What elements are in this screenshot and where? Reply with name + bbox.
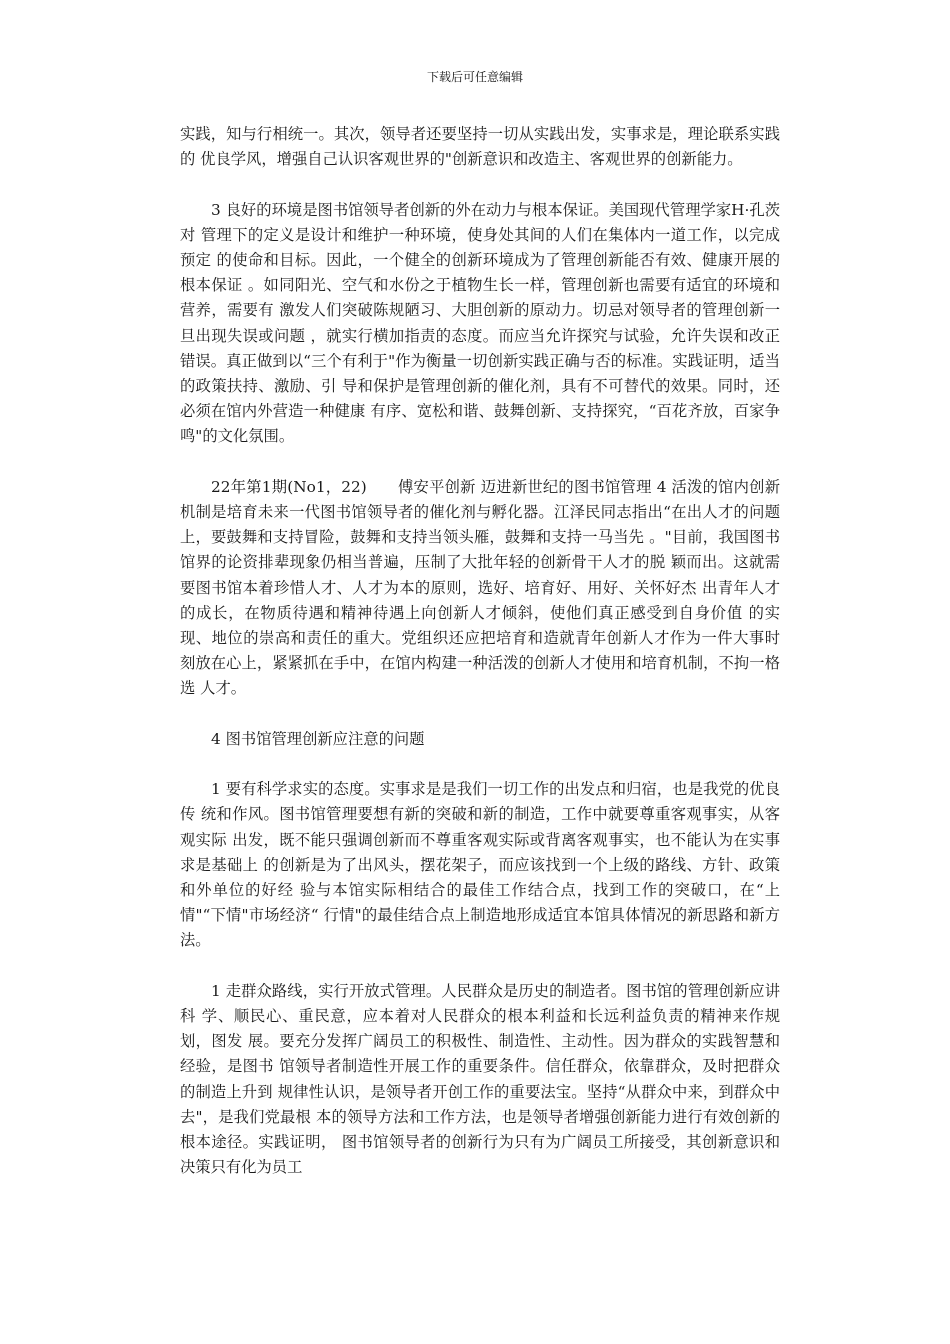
section-heading-issues: 4 图书馆管理创新应注意的问题: [211, 729, 425, 748]
document-body: [180, 122, 780, 1180]
paragraph-practice: 实践，知与行相统一。其次，领导者还要坚持一切从实践出发，实事求是，理论联系实践的 优良学风，增强自己认识客观世界的"创新意识和改造主、客观世界的创新能力。: [180, 125, 780, 169]
paragraph-talent-mechanism: 22年第1期(No1，22) 傅安平创新 迈进新世纪的图书馆管理 4 活泼的馆内创新机制是培育未来一代图书馆领导者的催化剂与孵化器。江泽民同志指出“在出人才的问题上，要鼓舞和支持冒险，鼓舞和支持当领头雁，鼓舞和支持一马当先 。"目前，我国图书馆界的论资排辈现象仍相当普遍，压制了大批年轻的创新骨干人才的脱 颖而出。这就需要图书馆本着珍惜人才、人才为本的原则，选好、培育好、用好、关怀好杰 出青年人才的成长，在物质待遇和精神待遇上向创新人才倾斜，使他们真正感受到自身价值 的实现、地位的崇高和责任的重大。党组织还应把培育和造就青年创新人才作为一件大事时 刻放在心上，紧紧抓在手中，在馆内构建一种活泼的创新人才使用和培育机制，不拘一格选 人才。: [180, 477, 780, 698]
page-header-note: 下载后可任意编辑: [426, 70, 523, 84]
paragraph-mass-line: 1 走群众路线，实行开放式管理。人民群众是历史的制造者。图书馆的管理创新应讲科 学、顺民心、重民意，应本着对人民群众的根本利益和长远利益负责的精神来作规划，图发 展。要充分发挥广阔员工的积极性、制造性、主动性。因为群众的实践智慧和经验，是图书 馆领导者制造性开展工作的重要条件。信任群众，依靠群众，及时把群众的制造上升到 规律性认识，是领导者开创工作的重要法宝。坚持“从群众中来，到群众中去"，是我们党最根 本的领导方法和工作方法，也是领导者增强创新能力进行有效创新的根本途径。实践证明， 图书馆领导者的创新行为只有为广阔员工所接受，其创新意识和决策只有化为员工: [180, 981, 780, 1177]
paragraph-environment: 3 良好的环境是图书馆领导者创新的外在动力与根本保证。美国现代管理学家H·孔茨对 管理下的定义是设计和维护一种环境，使身处其间的人们在集体内一道工作，以完成预定 的使命和目标。因此，一个健全的创新环境成为了管理创新能否有效、健康开展的根本保证 。如同阳光、空气和水份之于植物生长一样，管理创新也需要有适宜的环境和营养，需要有 激发人们突破陈规陋习、大胆创新的原动力。切忌对领导者的管理创新一旦出现失误或问题 ，就实行横加指责的态度。而应当允许探究与试验，允许失误和改正错误。真正做到以“三个有利于"作为衡量一切创新实践正确与否的标准。实践证明，适当的政策扶持、激励、引 导和保护是管理创新的催化剂，具有不可替代的效果。同时，还必须在馆内外营造一种健康 有序、宽松和谐、鼓舞创新、支持探究，“百花齐放，百家争鸣"的文化氛围。: [180, 200, 780, 446]
paragraph-scientific-attitude: 1 要有科学求实的态度。实事求是是我们一切工作的出发点和归宿，也是我党的优良传 统和作风。图书馆管理要想有新的突破和新的制造，工作中就要尊重客观事实，从客观实际 出发，既不能只强调创新而不尊重客观实际或背离客观事实，也不能认为在实事求是基础上 的创新是为了出风头，摆花架子，而应该找到一个上级的路线、方针、政策和外单位的好经 验与本馆实际相结合的最佳工作结合点，找到工作的突破口，在“上情"“下情"市场经济“ 行情"的最佳结合点上制造地形成适宜本馆具体情况的新思路和新方法。: [180, 780, 780, 950]
